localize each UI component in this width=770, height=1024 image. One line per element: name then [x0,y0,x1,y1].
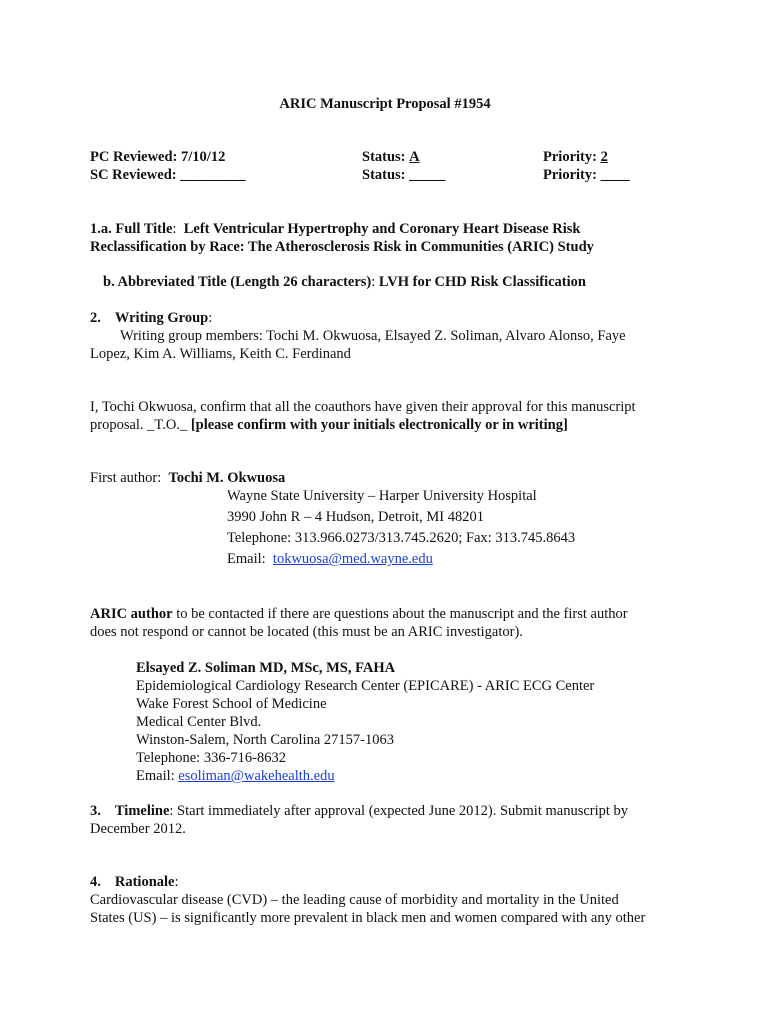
first-author-name: Tochi M. Okwuosa [168,470,286,486]
rationale-number: 4. [90,874,101,890]
confirm-instruction: [please confirm with your initials electronically or in writing] [190,417,568,433]
first-author-email-line [227,550,433,568]
sc-reviewed-value: _________ [180,167,246,183]
priority-label: Priority: [543,167,597,183]
first-author-affiliation: Wayne State University – Harper University Hospital [227,488,537,504]
page-title: ARIC Manuscript Proposal #1954 [279,96,491,112]
writing-group-heading: 2. Writing Group: [90,310,213,326]
full-title-label: 1.a. Full Title [90,221,173,237]
rationale-label: Rationale [114,874,175,890]
aric-author-city: Winston-Salem, North Carolina 27157-1063 [136,732,394,748]
rationale-heading: 4. Rationale: [90,874,179,890]
sc-reviewed-label: SC Reviewed: [90,167,177,183]
confirm-line2 [90,416,568,434]
first-author-email-link[interactable]: tokwuosa@med.wayne.edu [272,551,433,567]
writing-group-number: 2. [90,310,101,326]
first-author-telephone: Telephone: 313.966.0273/313.745.2620; Fax: 313.745.8643 [227,530,576,546]
aric-author-label: ARIC author [90,606,173,622]
abbrev-title-text: LVH for CHD Risk Classification [378,274,586,290]
timeline-text: : Start immediately after approval (expected June 2012). Submit manuscript by [169,803,629,819]
first-author-heading: First author: Tochi M. Okwuosa [90,470,286,486]
pc-reviewed-label: PC Reviewed: [90,149,178,165]
full-title-text1: Left Ventricular Hypertrophy and Coronary Heart Disease Risk [183,221,581,237]
aric-author-line2: does not respond or cannot be located (this must be an ARIC investigator). [90,624,523,640]
full-title-line2 [90,238,594,256]
timeline-number: 3. [90,803,101,819]
aric-author-name: Elsayed Z. Soliman MD, MSc, MS, FAHA [136,660,396,676]
confirm-initials: proposal. _T.O._ [90,417,188,433]
first-author-label: First author [90,470,158,486]
priority-pc [543,148,608,166]
aric-author-line1-text: to be contacted if there are questions about the manuscript and the first author [176,606,628,622]
abbrev-title: b. Abbreviated Title (Length 26 characters): LVH for CHD Risk Classification [103,274,586,290]
first-author-address: 3990 John R – 4 Hudson, Detroit, MI 48201 [227,509,484,525]
priority-sc-value: ____ [600,167,630,183]
writing-group-line1: Writing group members: Tochi M. Okwuosa, Elsayed Z. Soliman, Alvaro Alonso, Faye [120,328,626,344]
email-label: Email: [136,768,175,784]
email-label: Email: [227,551,266,567]
status-sc-value: _____ [409,167,446,183]
aric-author-email-link[interactable]: esoliman@wakehealth.edu [178,768,335,784]
priority-label: Priority: [543,149,597,165]
timeline-line2: December 2012. [90,821,186,837]
rationale-line2: States (US) – is significantly more prevalent in black men and women compared with any other [90,910,646,926]
priority-sc [543,166,630,184]
rationale-line1: Cardiovascular disease (CVD) – the leading cause of morbidity and mortality in the United [90,892,619,908]
full-title-text2: Reclassification by Race: The Atherosclerosis Risk in Communities (ARIC) Study [90,239,594,255]
aric-author-telephone: Telephone: 336-716-8632 [136,750,286,766]
full-title-line1: 1.a. Full Title: Left Ventricular Hypertrophy and Coronary Heart Disease Risk [90,221,581,237]
writing-group-line2: Lopez, Kim A. Williams, Keith C. Ferdinand [90,346,351,362]
status-sc [362,166,445,184]
aric-author-school: Wake Forest School of Medicine [136,696,327,712]
pc-reviewed-value: 7/10/12 [181,149,226,165]
sc-reviewed [90,166,245,184]
status-label: Status: [362,167,406,183]
status-label: Status: [362,149,406,165]
aric-author-line1 [90,605,628,623]
timeline-line1 [90,802,628,820]
writing-group-label: Writing Group [114,310,209,326]
priority-pc-value: 2 [600,149,608,165]
abbrev-title-label: b. Abbreviated Title (Length 26 characters) [103,274,372,290]
aric-author-center: Epidemiological Cardiology Research Center (EPICARE) - ARIC ECG Center [136,678,595,694]
pc-reviewed [90,148,225,166]
aric-author-email-line [136,767,335,785]
aric-author-street: Medical Center Blvd. [136,714,262,730]
timeline-label: Timeline [114,803,170,819]
status-pc-value: A [409,149,420,165]
confirm-line1: I, Tochi Okwuosa, confirm that all the coauthors have given their approval for this manuscript [90,399,636,415]
status-pc [362,148,420,166]
